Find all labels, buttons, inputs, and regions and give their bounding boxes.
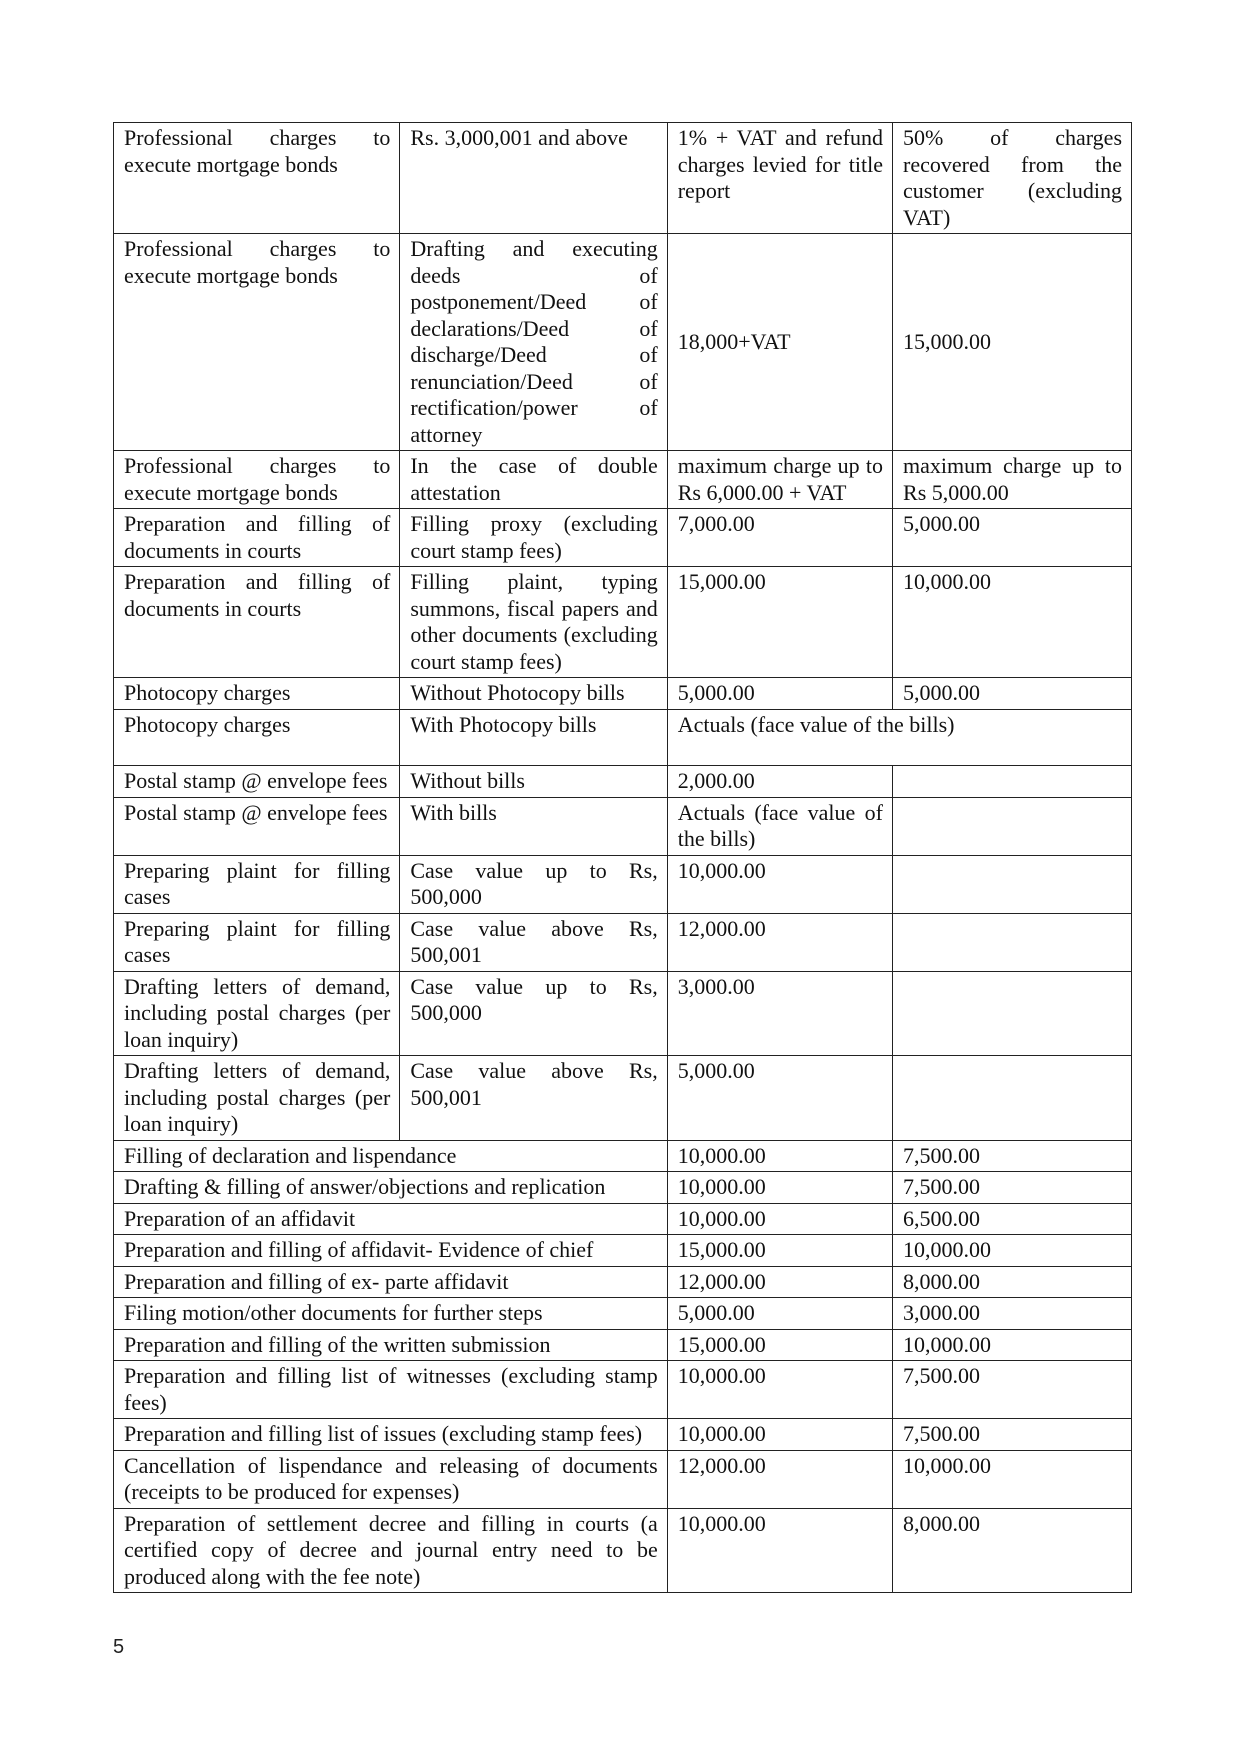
fee-cell: 15,000.00 [667,567,892,678]
table-row [114,709,1132,766]
fee-cell: 5,000.00 [667,1298,892,1330]
service-cell: Professional charges to execute mortgage bonds [114,451,400,509]
table-row [114,234,1132,451]
fee-cell: Actuals (face value of the bills) [667,797,892,855]
table-row [114,797,1132,855]
fee-cell: 15,000.00 [667,1329,892,1361]
service-cell: Drafting letters of demand, including postal charges (per loan inquiry) [114,971,400,1056]
fee-cell: 7,000.00 [667,509,892,567]
payout-cell: 10,000.00 [893,567,1132,678]
condition-cell: Without Photocopy bills [400,678,667,710]
payout-cell: 7,500.00 [893,1361,1132,1419]
table-row [114,1172,1132,1204]
fee-cell: 12,000.00 [667,913,892,971]
fee-cell: 10,000.00 [667,1508,892,1593]
table-row [114,971,1132,1056]
fee-cell: 10,000.00 [667,1419,892,1451]
fee-schedule-table [113,122,1132,1593]
fee-cell: 10,000.00 [667,1140,892,1172]
fee-cell: maximum charge up to Rs 6,000.00 + VAT [667,451,892,509]
fee-cell: 3,000.00 [667,971,892,1056]
payout-cell: 50% of charges recovered from the customer (excluding VAT) [893,123,1132,234]
fee-cell: 10,000.00 [667,1361,892,1419]
fee-cell: 12,000.00 [667,1450,892,1508]
payout-cell [893,797,1132,855]
fee-cell: 2,000.00 [667,766,892,798]
fee-cell: 5,000.00 [667,678,892,710]
service-cell: Postal stamp @ envelope fees [114,797,400,855]
condition-cell: Rs. 3,000,001 and above [400,123,667,234]
service-cell-merged: Cancellation of lispendance and releasing of documents (receipts to be produced for expenses) [114,1450,668,1508]
service-cell: Preparation and filling of documents in courts [114,567,400,678]
service-cell: Professional charges to execute mortgage bonds [114,234,400,451]
service-cell-merged: Preparation and filling of the written submission [114,1329,668,1361]
payout-cell: 10,000.00 [893,1450,1132,1508]
service-cell-merged: Filling of declaration and lispendance [114,1140,668,1172]
table-row [114,1056,1132,1141]
payout-cell: 7,500.00 [893,1419,1132,1451]
condition-cell: Filling plaint, typing summons, fiscal papers and other documents (excluding court stamp fees) [400,567,667,678]
service-cell-merged: Preparation of an affidavit [114,1203,668,1235]
fee-cell: 12,000.00 [667,1266,892,1298]
service-cell: Drafting letters of demand, including postal charges (per loan inquiry) [114,1056,400,1141]
service-cell: Preparation and filling of documents in courts [114,509,400,567]
service-cell: Photocopy charges [114,678,400,710]
table-row [114,123,1132,234]
condition-cell: Without bills [400,766,667,798]
service-cell-merged: Preparation of settlement decree and filling in courts (a certified copy of decree and journal entry need to be produced along with the fee note) [114,1508,668,1593]
table-row [114,1508,1132,1593]
payout-cell [893,971,1132,1056]
fee-cell: 5,000.00 [667,1056,892,1141]
table-row [114,913,1132,971]
table-row [114,855,1132,913]
payout-cell: 3,000.00 [893,1298,1132,1330]
table-row [114,1450,1132,1508]
condition-cell: Drafting and executing deeds of postponement/Deed of declarations/Deed of discharge/Deed of renunciation/Deed of rectification/power of attorney [400,234,667,451]
fee-cell: 1% + VAT and refund charges levied for title report [667,123,892,234]
payout-cell: 8,000.00 [893,1266,1132,1298]
service-cell-merged: Drafting & filling of answer/objections and replication [114,1172,668,1204]
service-cell-merged: Filing motion/other documents for further steps [114,1298,668,1330]
page-number: 5 [113,1636,125,1658]
condition-cell: Case value up to Rs, 500,000 [400,971,667,1056]
condition-cell: In the case of double attestation [400,451,667,509]
service-cell: Photocopy charges [114,709,400,766]
payout-cell [893,913,1132,971]
table-row [114,451,1132,509]
payout-cell: 15,000.00 [893,234,1132,451]
payout-cell: 6,500.00 [893,1203,1132,1235]
table-row [114,1419,1132,1451]
table-row [114,567,1132,678]
payout-cell: maximum charge up to Rs 5,000.00 [893,451,1132,509]
table-row [114,509,1132,567]
payout-cell: 10,000.00 [893,1329,1132,1361]
table-row [114,1235,1132,1267]
table-row [114,678,1132,710]
service-cell-merged: Preparation and filling of ex- parte affidavit [114,1266,668,1298]
payout-cell: 5,000.00 [893,509,1132,567]
table-row [114,1266,1132,1298]
condition-cell: Case value above Rs, 500,001 [400,1056,667,1141]
payout-cell: 10,000.00 [893,1235,1132,1267]
payout-cell [893,1056,1132,1141]
payout-cell [893,766,1132,798]
table-row [114,1329,1132,1361]
service-cell: Professional charges to execute mortgage bonds [114,123,400,234]
payout-cell: 7,500.00 [893,1172,1132,1204]
table-row [114,1140,1132,1172]
service-cell: Preparing plaint for filling cases [114,855,400,913]
table-row [114,1298,1132,1330]
fee-cell: 10,000.00 [667,1203,892,1235]
fee-cell: 15,000.00 [667,1235,892,1267]
condition-cell: With bills [400,797,667,855]
fee-cell: 10,000.00 [667,855,892,913]
fee-cell: 10,000.00 [667,1172,892,1204]
service-cell: Preparing plaint for filling cases [114,913,400,971]
service-cell-merged: Preparation and filling of affidavit- Evidence of chief [114,1235,668,1267]
condition-cell: Filling proxy (excluding court stamp fees) [400,509,667,567]
service-cell-merged: Preparation and filling list of witnesses (excluding stamp fees) [114,1361,668,1419]
table-row [114,1361,1132,1419]
table-row [114,1203,1132,1235]
payout-cell [893,855,1132,913]
fee-cell-merged: Actuals (face value of the bills) [667,709,1131,766]
payout-cell: 5,000.00 [893,678,1132,710]
condition-cell: Case value above Rs, 500,001 [400,913,667,971]
table-row [114,766,1132,798]
service-cell-merged: Preparation and filling list of issues (excluding stamp fees) [114,1419,668,1451]
condition-cell: With Photocopy bills [400,709,667,766]
payout-cell: 7,500.00 [893,1140,1132,1172]
payout-cell: 8,000.00 [893,1508,1132,1593]
service-cell: Postal stamp @ envelope fees [114,766,400,798]
fee-cell: 18,000+VAT [667,234,892,451]
condition-cell: Case value up to Rs, 500,000 [400,855,667,913]
